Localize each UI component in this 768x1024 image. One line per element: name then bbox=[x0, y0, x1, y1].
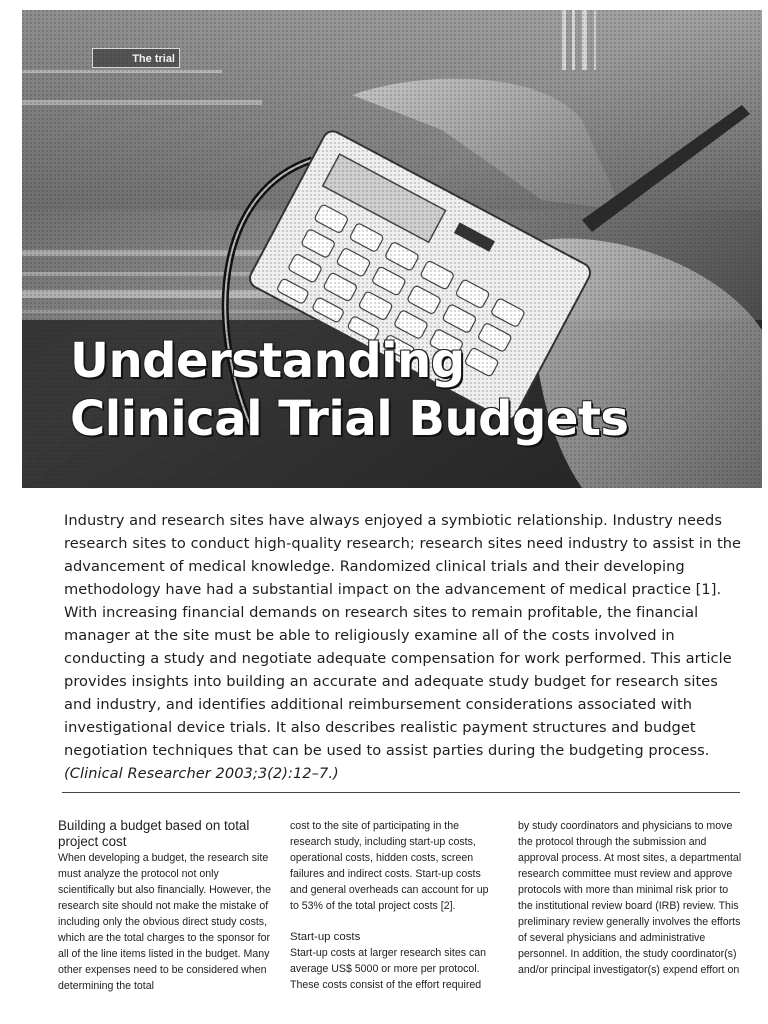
section-heading-start-up-costs: Start-up costs bbox=[290, 931, 361, 943]
body-paragraph: by study coordinators and physicians to move the protocol through the submission and approval process. At most sites, a departmental research committee must review and approve protocols with more than minimal risk prior to the institutional review board (IRB) review. This preliminary review generally involves the efforts of several physicians and administrative personnel. In addition, the study coordinator(s) and/or principal investigator(s) expend effort on bbox=[518, 820, 742, 976]
divider-rule bbox=[62, 792, 740, 793]
body-column-1 bbox=[58, 818, 278, 994]
section-heading-total-project-cost: Building a budget based on total project cost bbox=[58, 818, 250, 849]
standfirst-text: Industry and research sites have always enjoyed a symbiotic relationship. Industry needs research sites to conduct high-quality research; research sites need industry to assist in the advancement of medical knowledge. Randomized clinical trials and their developing methodology have had a substantial impact on the advancement of medical practice [1]. With increasing financial demands on research sites to remain profitable, the financial manager at the site must be able to religiously examine all of the costs involved in conducting a study and negotiate adequate compensation for work performed. This article provides insights into building an accurate and adequate study budget for research sites and industry, and identifies additional reimbursement considerations associated with investigational device trials. It also describes realistic payment structures and budget negotiation techniques that can be used to assist parties during the budgeting process. bbox=[64, 512, 742, 759]
body-paragraph: cost to the site of participating in the research study, including start-up costs, operational costs, hidden costs, screen failures and indirect costs. Start-up costs and general overheads can account for up to 53% of the total project costs [2]. bbox=[290, 820, 489, 912]
body-column-3 bbox=[518, 818, 744, 978]
article-headline bbox=[70, 332, 628, 448]
body-paragraph: Start-up costs at larger research sites can average US$ 5000 or more per protocol. These costs consist of the effort required bbox=[290, 947, 487, 991]
citation: (Clinical Researcher 2003;3(2):12–7.) bbox=[64, 765, 339, 782]
article-standfirst bbox=[64, 509, 744, 785]
hero-photo bbox=[22, 10, 762, 488]
headline-line-1: Understanding bbox=[70, 333, 465, 389]
section-tag: The trial bbox=[92, 48, 180, 68]
body-paragraph: When developing a budget, the research site must analyze the protocol not only scientifically but also financially. However, the research site should not make the mistake of including only the obvious direct study costs, which are the total charges to the sponsor for all of the line items listed in the budget. Many other expenses need to be considered when determining the total bbox=[58, 852, 271, 992]
body-column-2 bbox=[290, 818, 498, 993]
headline-line-2: Clinical Trial Budgets bbox=[70, 391, 629, 447]
